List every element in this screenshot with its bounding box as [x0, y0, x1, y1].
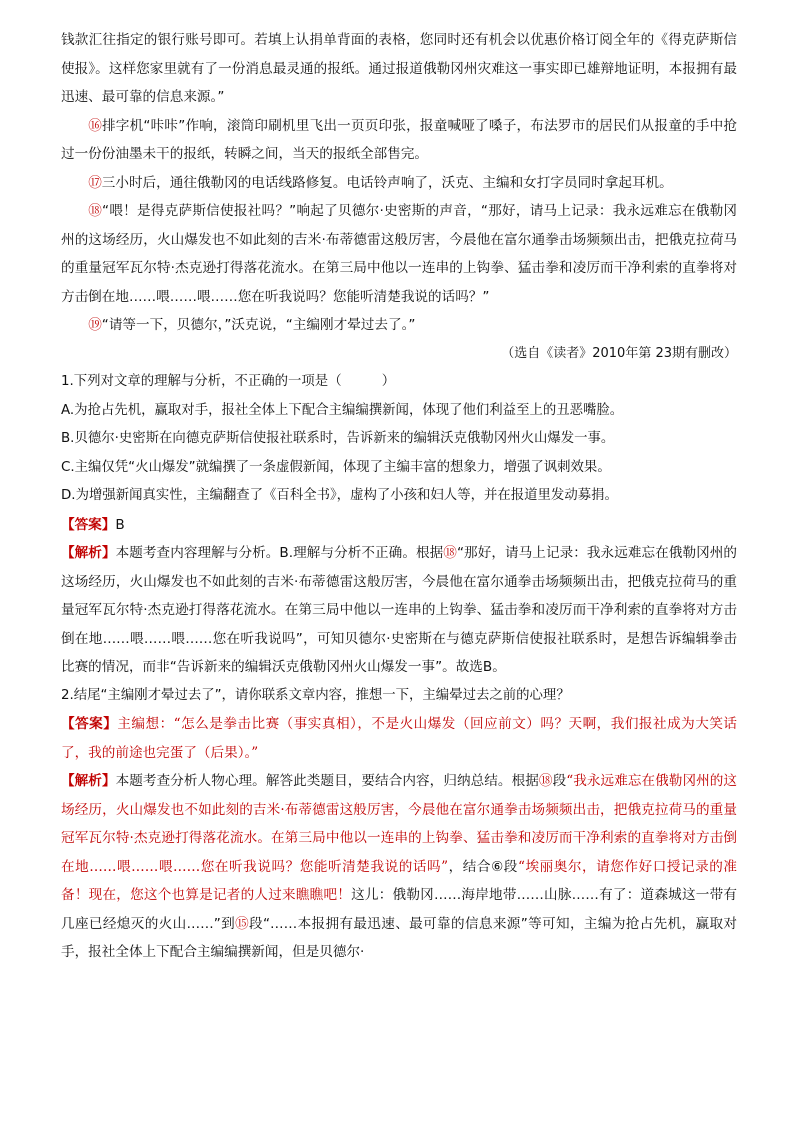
question-1-analysis [61, 539, 737, 682]
question-1-option-b: B.贝德尔·史密斯在向德克萨斯信使报社联系时，告诉新来的编辑沃克俄勒冈州火山爆发一事。 [61, 431, 615, 446]
analysis-text: 这儿：俄勒冈……海岸地带……山脉……有了：道森城这一带有几座已经熄灭的火山……”到 [61, 887, 738, 932]
answer-text: B [115, 516, 125, 533]
paragraph-ref-18: ⑱ [538, 773, 553, 789]
analysis-tag: 【解析】 [61, 545, 116, 561]
analysis-text: 本题考查分析人物心理。解答此类题目，要结合内容，归纳总结。根据 [115, 773, 539, 789]
answer-text: 主编想：“怎么是拳击比赛（事实真相），不是火山爆发（回应前文）吗？天啊，我们报社成为大笑话了，我的前途也完蛋了（后果）。” [61, 716, 737, 761]
paragraph-ref-15: ⑮ [235, 915, 250, 932]
analysis-text: 段 [552, 773, 567, 789]
paragraph-number-19: ⑲ [88, 317, 102, 333]
passage-paragraph-17 [61, 169, 737, 198]
paragraph-ref-18: ⑱ [443, 545, 457, 561]
passage-source: （选自《读者》2010年第 23期有删改） [501, 345, 737, 361]
paragraph-19-text: “请等一下，贝德尔，”沃克说，“主编刚才晕过去了。” [101, 317, 416, 333]
paragraph-number-17: ⑰ [88, 174, 102, 191]
analysis-text: “那好，请马上记录：我永远难忘在俄勒冈州的这场经历，火山爆发也不如此刻的吉米·布蒂德雷这般厉害，今晨他在富尔通拳击场频频出击，把俄克拉荷马的重量冠军瓦尔特·杰克逊打得落花流水。在第三局中他以一连串的上钩拳、猛击拳和凌厉而干净利索的直拳将对方击倒在地……喂……喂……您在听我说吗”，可知贝德尔·史密斯在与德克萨斯信使报社联系时，是想告诉编辑拳击比赛的情况，而非“告诉新来的编辑沃克俄勒冈州火山爆发一事”。故选B。 [61, 545, 737, 675]
passage-paragraph-19 [61, 311, 737, 340]
question-1-option-c: C.主编仅凭“火山爆发”就编撰了一条虚假新闻，体现了主编丰富的想象力，增强了讽刺效果。 [61, 459, 611, 475]
question-1-option-a: A.为抢占先机，赢取对手，报社全体上下配合主编编撰新闻，体现了他们利益至上的丑恶嘴脸。 [61, 402, 624, 418]
passage-paragraph-18 [61, 197, 737, 311]
quoted-text: “埃丽奥尔，请您作好口授记录的准备！现在，您这个也算是记者的人过来瞧瞧吧！ [61, 858, 738, 903]
question-2-analysis [61, 767, 737, 967]
question-2-answer [61, 710, 737, 767]
paragraph-17-text: 三小时后，通往俄勒冈的电话线路修复。电话铃声响了，沃克、主编和女打字员同时拿起耳机。 [101, 174, 673, 191]
question-1-option-d: D.为增强新闻真实性，主编翻查了《百科全书》，虚构了小孩和妇人等，并在报道里发动募捐。 [61, 488, 618, 503]
paragraph-number-16: ⑯ [88, 117, 102, 134]
answer-tag: 【答案】 [61, 516, 116, 533]
passage-paragraph-15-end: 钱款汇往指定的银行账号即可。若填上认捐单背面的表格，您同时还有机会以优惠价格订阅全年的《得克萨斯信使报》。这样您家里就有了一份消息最灵通的报纸。通过报道俄勒冈州灾难这一事实即已雄辩地证明，本报拥有最迅速、最可靠的信息来源。” [61, 32, 737, 105]
quoted-text: “我永远难忘在俄勒冈州的这场经历，火山爆发也不如此刻的吉米·布蒂德雷这般厉害，今晨他在富尔通拳击场频频出击，把俄克拉荷马的重量冠军瓦尔特·杰克逊打得落花流水。在第三局中他以一连串的上钩拳、猛击拳和凌厉而干净利索的直拳将对方击倒在地……喂……喂……您在听我说吗？您能听清楚我说的话吗” [61, 773, 738, 875]
analysis-text: 段“……本报拥有最迅速、最可靠的信息来源”等可知，主编为抢占先机，赢取对手，报社全体上下配合主编编撰新闻，但是贝德尔· [61, 915, 738, 960]
paragraph-number-18: ⑱ [88, 203, 103, 219]
answer-tag: 【答案】 [61, 716, 118, 732]
document-body [61, 26, 737, 967]
paragraph-18-text: “喂！是得克萨斯信使报社吗？”响起了贝德尔·史密斯的声音，“那好，请马上记录：我永远难忘在俄勒冈州的这场经历，火山爆发也不如此刻的吉米·布蒂德雷这般厉害，今晨他在富尔通拳击场频频出击，把俄克拉荷马的重量冠军瓦尔特·杰克逊打得落花流水。在第三局中他以一连串的上钩拳、猛击拳和凌厉而干净利索的直拳将对方击倒在地……喂……喂……您在听我说吗？您能听清楚我说的话吗？” [61, 203, 737, 305]
question-1-stem: 1.下列对文章的理解与分析，不正确的一项是（ ） [61, 374, 396, 389]
question-2-stem: 2.结尾“主编刚才晕过去了”，请你联系文章内容，推想一下，主编晕过去之前的心理？ [61, 687, 570, 703]
analysis-text: ，结合⑥段 [448, 858, 518, 875]
question-1-answer [61, 511, 737, 540]
analysis-tag: 【解析】 [61, 773, 116, 789]
passage-paragraph-16 [61, 112, 737, 169]
analysis-text: 本题考查内容理解与分析。B.理解与分析不正确。根据 [115, 545, 444, 561]
paragraph-16-text: 排字机“咔咔”作响，滚筒印刷机里飞出一页页印张，报童喊哑了嗓子，布法罗市的居民们从报童的手中抢过一份份油墨未干的报纸，转瞬之间，当天的报纸全部售完。 [61, 117, 737, 162]
